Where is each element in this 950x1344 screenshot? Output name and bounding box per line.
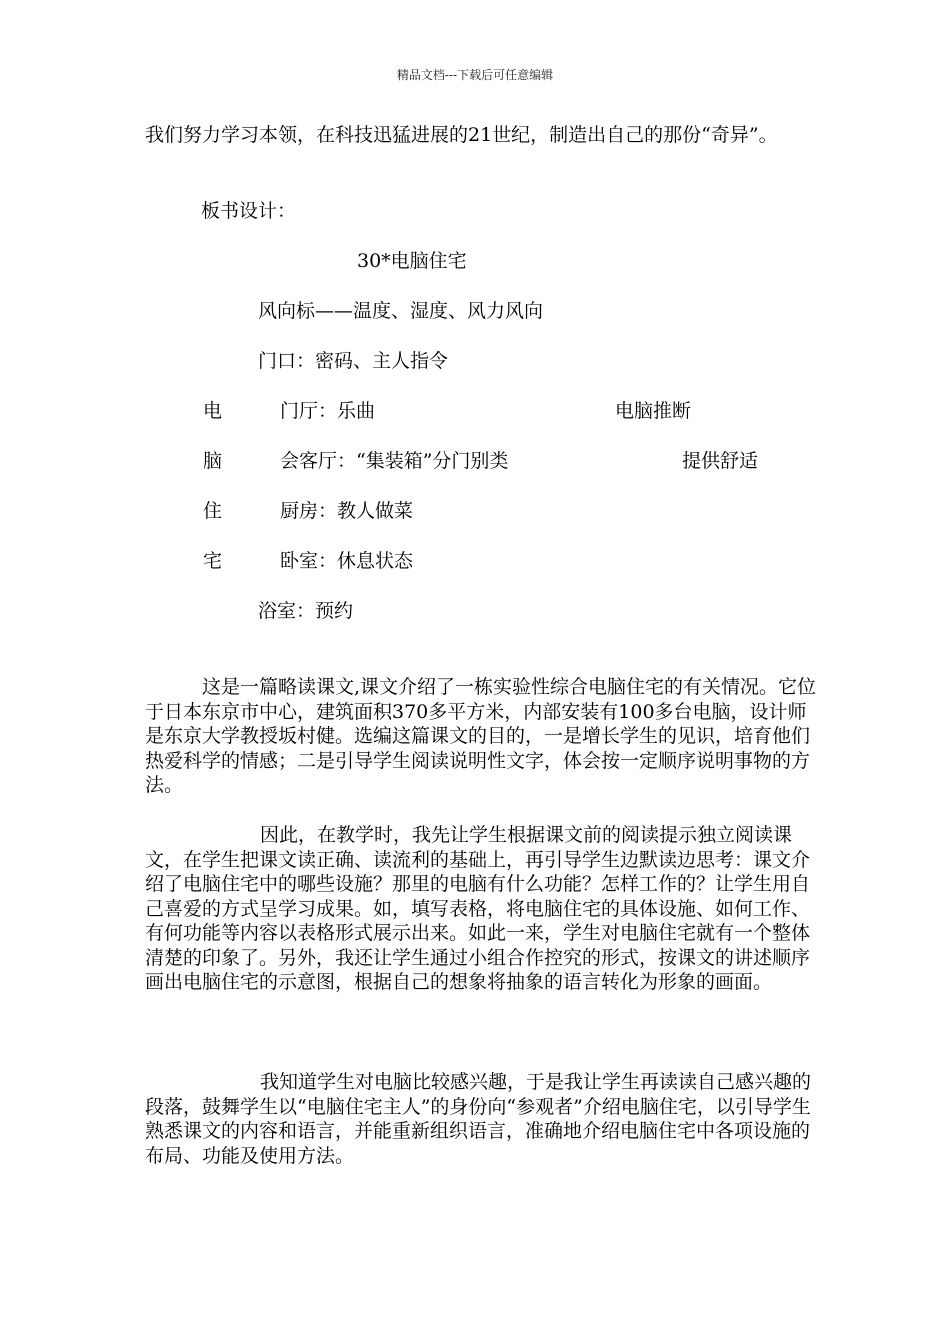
board-side-char: 脑 xyxy=(203,450,223,472)
board-note-judge: 电脑推断 xyxy=(615,400,692,422)
page-header: 精品文档---下载后可任意编辑 xyxy=(396,68,554,82)
board-item-hall: 门厅：乐曲 xyxy=(280,400,376,422)
board-item-bedroom: 卧室：休息状态 xyxy=(280,550,414,572)
body-paragraph-3: 我知道学生对电脑比较感兴趣，于是我让学生再读读自己感兴趣的段落，鼓舞学生以“电脑住宅主人”的身份向“参观者”介绍电脑住宅，以引导学生熟悉课文的内容和语言，并能重新组织语言，准确地介绍电脑住宅中各项设施的布局、功能及使用方法。 xyxy=(145,1071,812,1167)
board-title: 30*电脑住宅 xyxy=(357,250,467,272)
board-item-living-room: 会客厅：“集装箱”分门别类 xyxy=(280,450,509,472)
intro-paragraph: 我们努力学习本领，在科技迅猛进展的21世纪，制造出自己的那份“奇异”。 xyxy=(145,124,778,146)
board-side-char: 住 xyxy=(203,500,223,522)
board-side-char: 宅 xyxy=(203,550,223,572)
board-note-comfort: 提供舒适 xyxy=(682,450,759,472)
board-side-char: 电 xyxy=(203,400,223,422)
board-item-kitchen: 厨房：教人做菜 xyxy=(280,500,414,522)
body-paragraph-2: 因此，在教学时，我先让学生根据课文前的阅读提示独立阅读课文，在学生把课文读正确、读流利的基础上，再引导学生边默读边思考：课文介绍了电脑住宅中的哪些设施？那里的电脑有什么功能？怎样工作的？让学生用自己喜爱的方式呈学习成果。如，填写表格，将电脑住宅的具体设施、如何工作、有何功能等内容以表格形式展示出来。如此一来，学生对电脑住宅就有一个整体清楚的印象了。另外，我还让学生通过小组合作控究的形式，按课文的讲述顺序画出电脑住宅的示意图，根据自己的想象将抽象的语言转化为形象的画面。 xyxy=(145,824,811,993)
board-item-bathroom: 浴室：预约 xyxy=(258,600,354,622)
board-design-label: 板书设计： xyxy=(201,200,297,222)
body-paragraph-1: 这是一篇略读课文,课文介绍了一栋实验性综合电脑住宅的有关情况。它位于日本东京市中心，建筑面积370多平方米，内部安装有100多台电脑，设计师是东京大学教授坂村健。选编这篇课文的目的，一是增长学生的见识，培育他们热爱科学的情感；二是引导学生阅读说明性文字，体会按一定顺序说明事物的方法。 xyxy=(145,676,817,796)
board-item-wind-vane: 风向标——温度、湿度、风力风向 xyxy=(258,300,544,322)
board-item-door: 门口：密码、主人指令 xyxy=(258,350,449,372)
